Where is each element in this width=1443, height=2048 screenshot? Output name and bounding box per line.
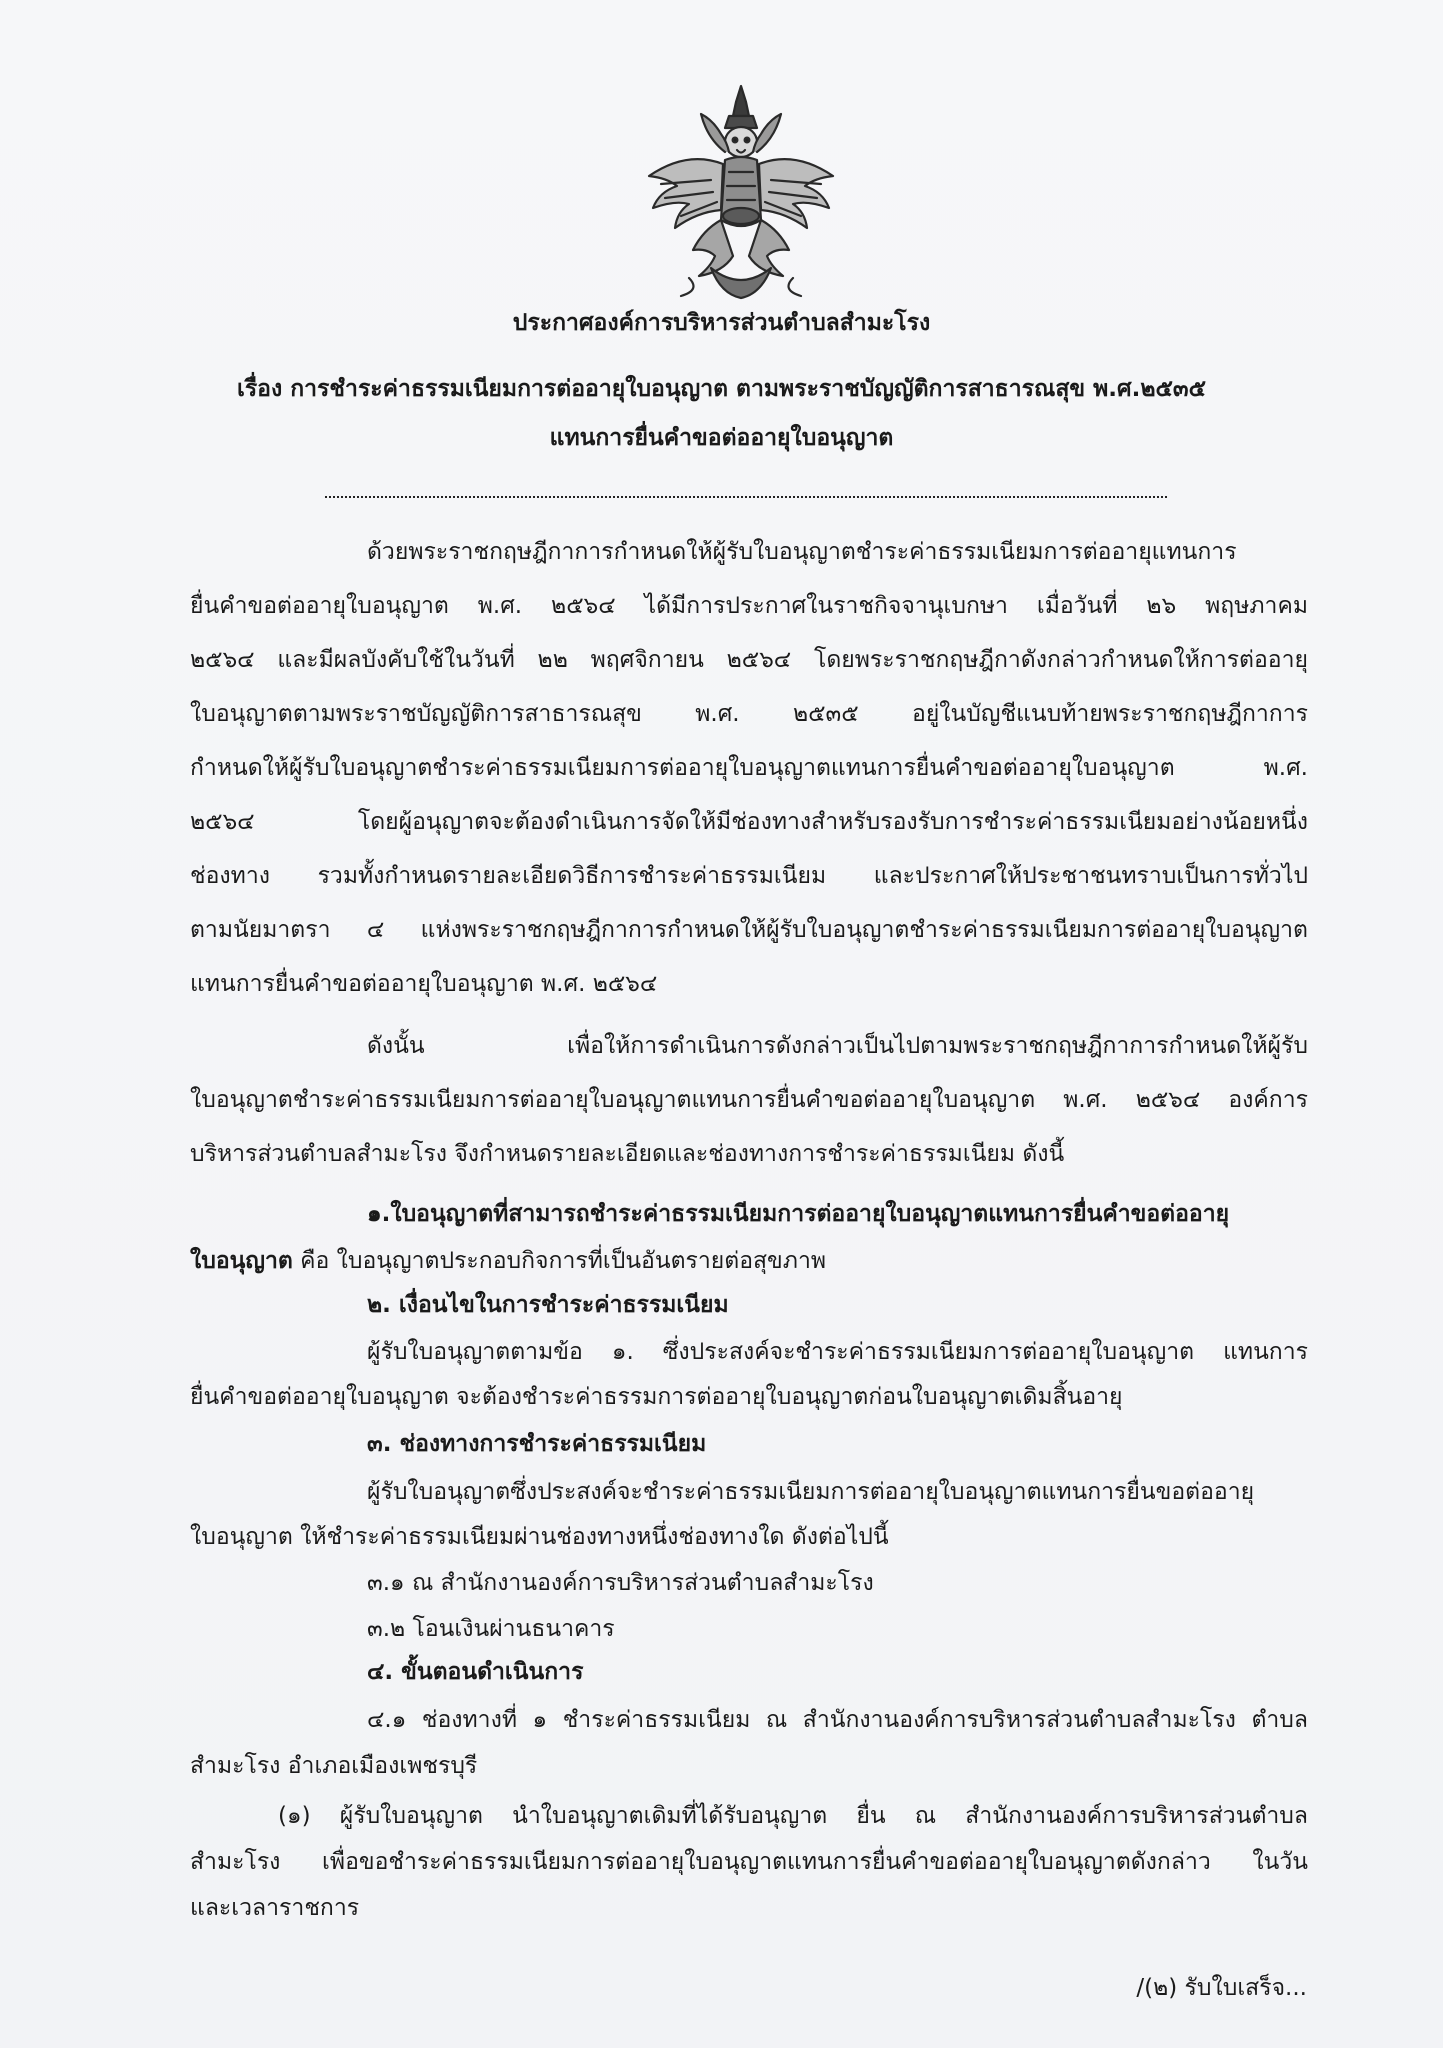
page-continuation: /(๒) รับใบเสร็จ... [1136,1975,1307,2001]
paragraph-1-line: ช่องทาง รวมทั้งกำหนดรายละเอียดวิธีการชำระค่าธรรมเนียม และประกาศให้ประชาชนทราบเป็นการทั่วไป [190,863,1308,889]
section-1-line-2 [190,1245,1308,1277]
garuda-emblem-icon [641,80,841,302]
subject-line: เรื่อง การชำระค่าธรรมเนียมการต่ออายุใบอนุญาต ตามพระราชบัญญัติการสาธารณสุข พ.ศ.๒๕๓๕ [236,376,1207,402]
section-1-text: คือ ใบอนุญาตประกอบกิจการที่เป็นอันตรายต่อสุขภาพ [292,1248,827,1274]
paragraph-1-line: ยื่นคำขอต่ออายุใบอนุญาต พ.ศ. ๒๕๖๔ ได้มีการประกาศในราชกิจจานุเบกษา เมื่อวันที่ ๒๖ พฤษภาคม [190,593,1308,619]
section-3-item: ๓.๑ ณ สำนักงานองค์การบริหารส่วนตำบลสำมะโรง [367,1570,874,1596]
paragraph-1-line: ด้วยพระราชกฤษฎีกาการกำหนดให้ผู้รับใบอนุญาตชำระค่าธรรมเนียมการต่ออายุแทนการ [367,539,1237,565]
section-3-item: ๓.๒ โอนเงินผ่านธนาคาร [367,1616,615,1642]
paragraph-2-line: ดังนั้น เพื่อให้การดำเนินการดังกล่าวเป็นไปตามพระราชกฤษฎีกาการกำหนดให้ผู้รับ [367,1033,1308,1059]
section-2-line: ยื่นคำขอต่ออายุใบอนุญาต จะต้องชำระค่าธรรมการต่ออายุใบอนุญาตก่อนใบอนุญาตเดิมสิ้นอายุ [190,1384,1123,1410]
section-4-1-1-line: และเวลาราชการ [190,1895,360,1921]
separator-dotted-line [325,496,1167,498]
section-4-heading: ๔. ขั้นตอนดำเนินการ [367,1659,584,1685]
paragraph-2-line: ใบอนุญาตชำระค่าธรรมเนียมการต่ออายุใบอนุญาตแทนการยื่นคำขอต่ออายุใบอนุญาต พ.ศ. ๒๕๖๔ องค์การ [190,1087,1308,1113]
section-1-bold-term: ใบอนุญาต [190,1248,293,1274]
section-3-line: ใบอนุญาต ให้ชำระค่าธรรมเนียมผ่านช่องทางหนึ่งช่องทางใด ดังต่อไปนี้ [190,1524,889,1550]
paragraph-1-line: กำหนดให้ผู้รับใบอนุญาตชำระค่าธรรมเนียมการต่ออายุใบอนุญาตแทนการยื่นคำขอต่ออายุใบอนุญาต พ.ศ. [190,755,1308,781]
paragraph-2-line: บริหารส่วนตำบลสำมะโรง จึงกำหนดรายละเอียดและช่องทางการชำระค่าธรรมเนียม ดังนี้ [190,1141,1065,1167]
section-4-1-1-line: (๑) ผู้รับใบอนุญาต นำใบอนุญาตเดิมที่ได้รับอนุญาต ยื่น ณ สำนักงานองค์การบริหารส่วนตำบล [278,1803,1308,1829]
section-2-line: ผู้รับใบอนุญาตตามข้อ ๑. ซึ่งประสงค์จะชำระค่าธรรมเนียมการต่ออายุใบอนุญาต แทนการ [367,1339,1308,1365]
section-3-heading: ๓. ช่องทางการชำระค่าธรรมเนียม [367,1431,707,1457]
paragraph-1-line: ใบอนุญาตตามพระราชบัญญัติการสาธารณสุข พ.ศ. ๒๕๓๕ อยู่ในบัญชีแนบท้ายพระราชกฤษฎีกาการ [190,701,1308,727]
paragraph-1-line: แทนการยื่นคำขอต่ออายุใบอนุญาต พ.ศ. ๒๕๖๔ [190,971,658,997]
paragraph-1-line: ตามนัยมาตรา ๔ แห่งพระราชกฤษฎีกาการกำหนดให้ผู้รับใบอนุญาตชำระค่าธรรมเนียมการต่ออายุใบอนุญาต [190,917,1308,943]
paragraph-1-line: ๒๕๖๔ และมีผลบังคับใช้ในวันที่ ๒๒ พฤศจิกายน ๒๕๖๔ โดยพระราชกฤษฎีกาดังกล่าวกำหนดให้การต่ออายุ [190,647,1308,673]
section-4-1-1-line: สำมะโรง เพื่อขอชำระค่าธรรมเนียมการต่ออายุใบอนุญาตแทนการยื่นคำขอต่ออายุใบอนุญาตดังกล่าว ในวัน [190,1849,1308,1875]
section-3-line: ผู้รับใบอนุญาตซึ่งประสงค์จะชำระค่าธรรมเนียมการต่ออายุใบอนุญาตแทนการยื่นขอต่ออายุ [367,1479,1255,1505]
section-1-heading: ๑.ใบอนุญาตที่สามารถชำระค่าธรรมเนียมการต่ออายุใบอนุญาตแทนการยื่นคำขอต่ออายุ [367,1201,1230,1227]
announcement-title: ประกาศองค์การบริหารส่วนตำบลสำมะโรง [512,310,931,336]
section-2-heading: ๒. เงื่อนไขในการชำระค่าธรรมเนียม [367,1292,729,1318]
section-4-1-line: ๔.๑ ช่องทางที่ ๑ ชำระค่าธรรมเนียม ณ สำนักงานองค์การบริหารส่วนตำบลสำมะโรง ตำบล [367,1707,1308,1733]
section-4-1-line: สำมะโรง อำเภอเมืองเพชรบุรี [190,1753,478,1779]
subject-line-2: แทนการยื่นคำขอต่ออายุใบอนุญาต [549,425,894,451]
paragraph-1-line: ๒๕๖๔ โดยผู้อนุญาตจะต้องดำเนินการจัดให้มีช่องทางสำหรับรองรับการชำระค่าธรรมเนียมอย่างน้อยหนึ่ง [190,809,1308,835]
